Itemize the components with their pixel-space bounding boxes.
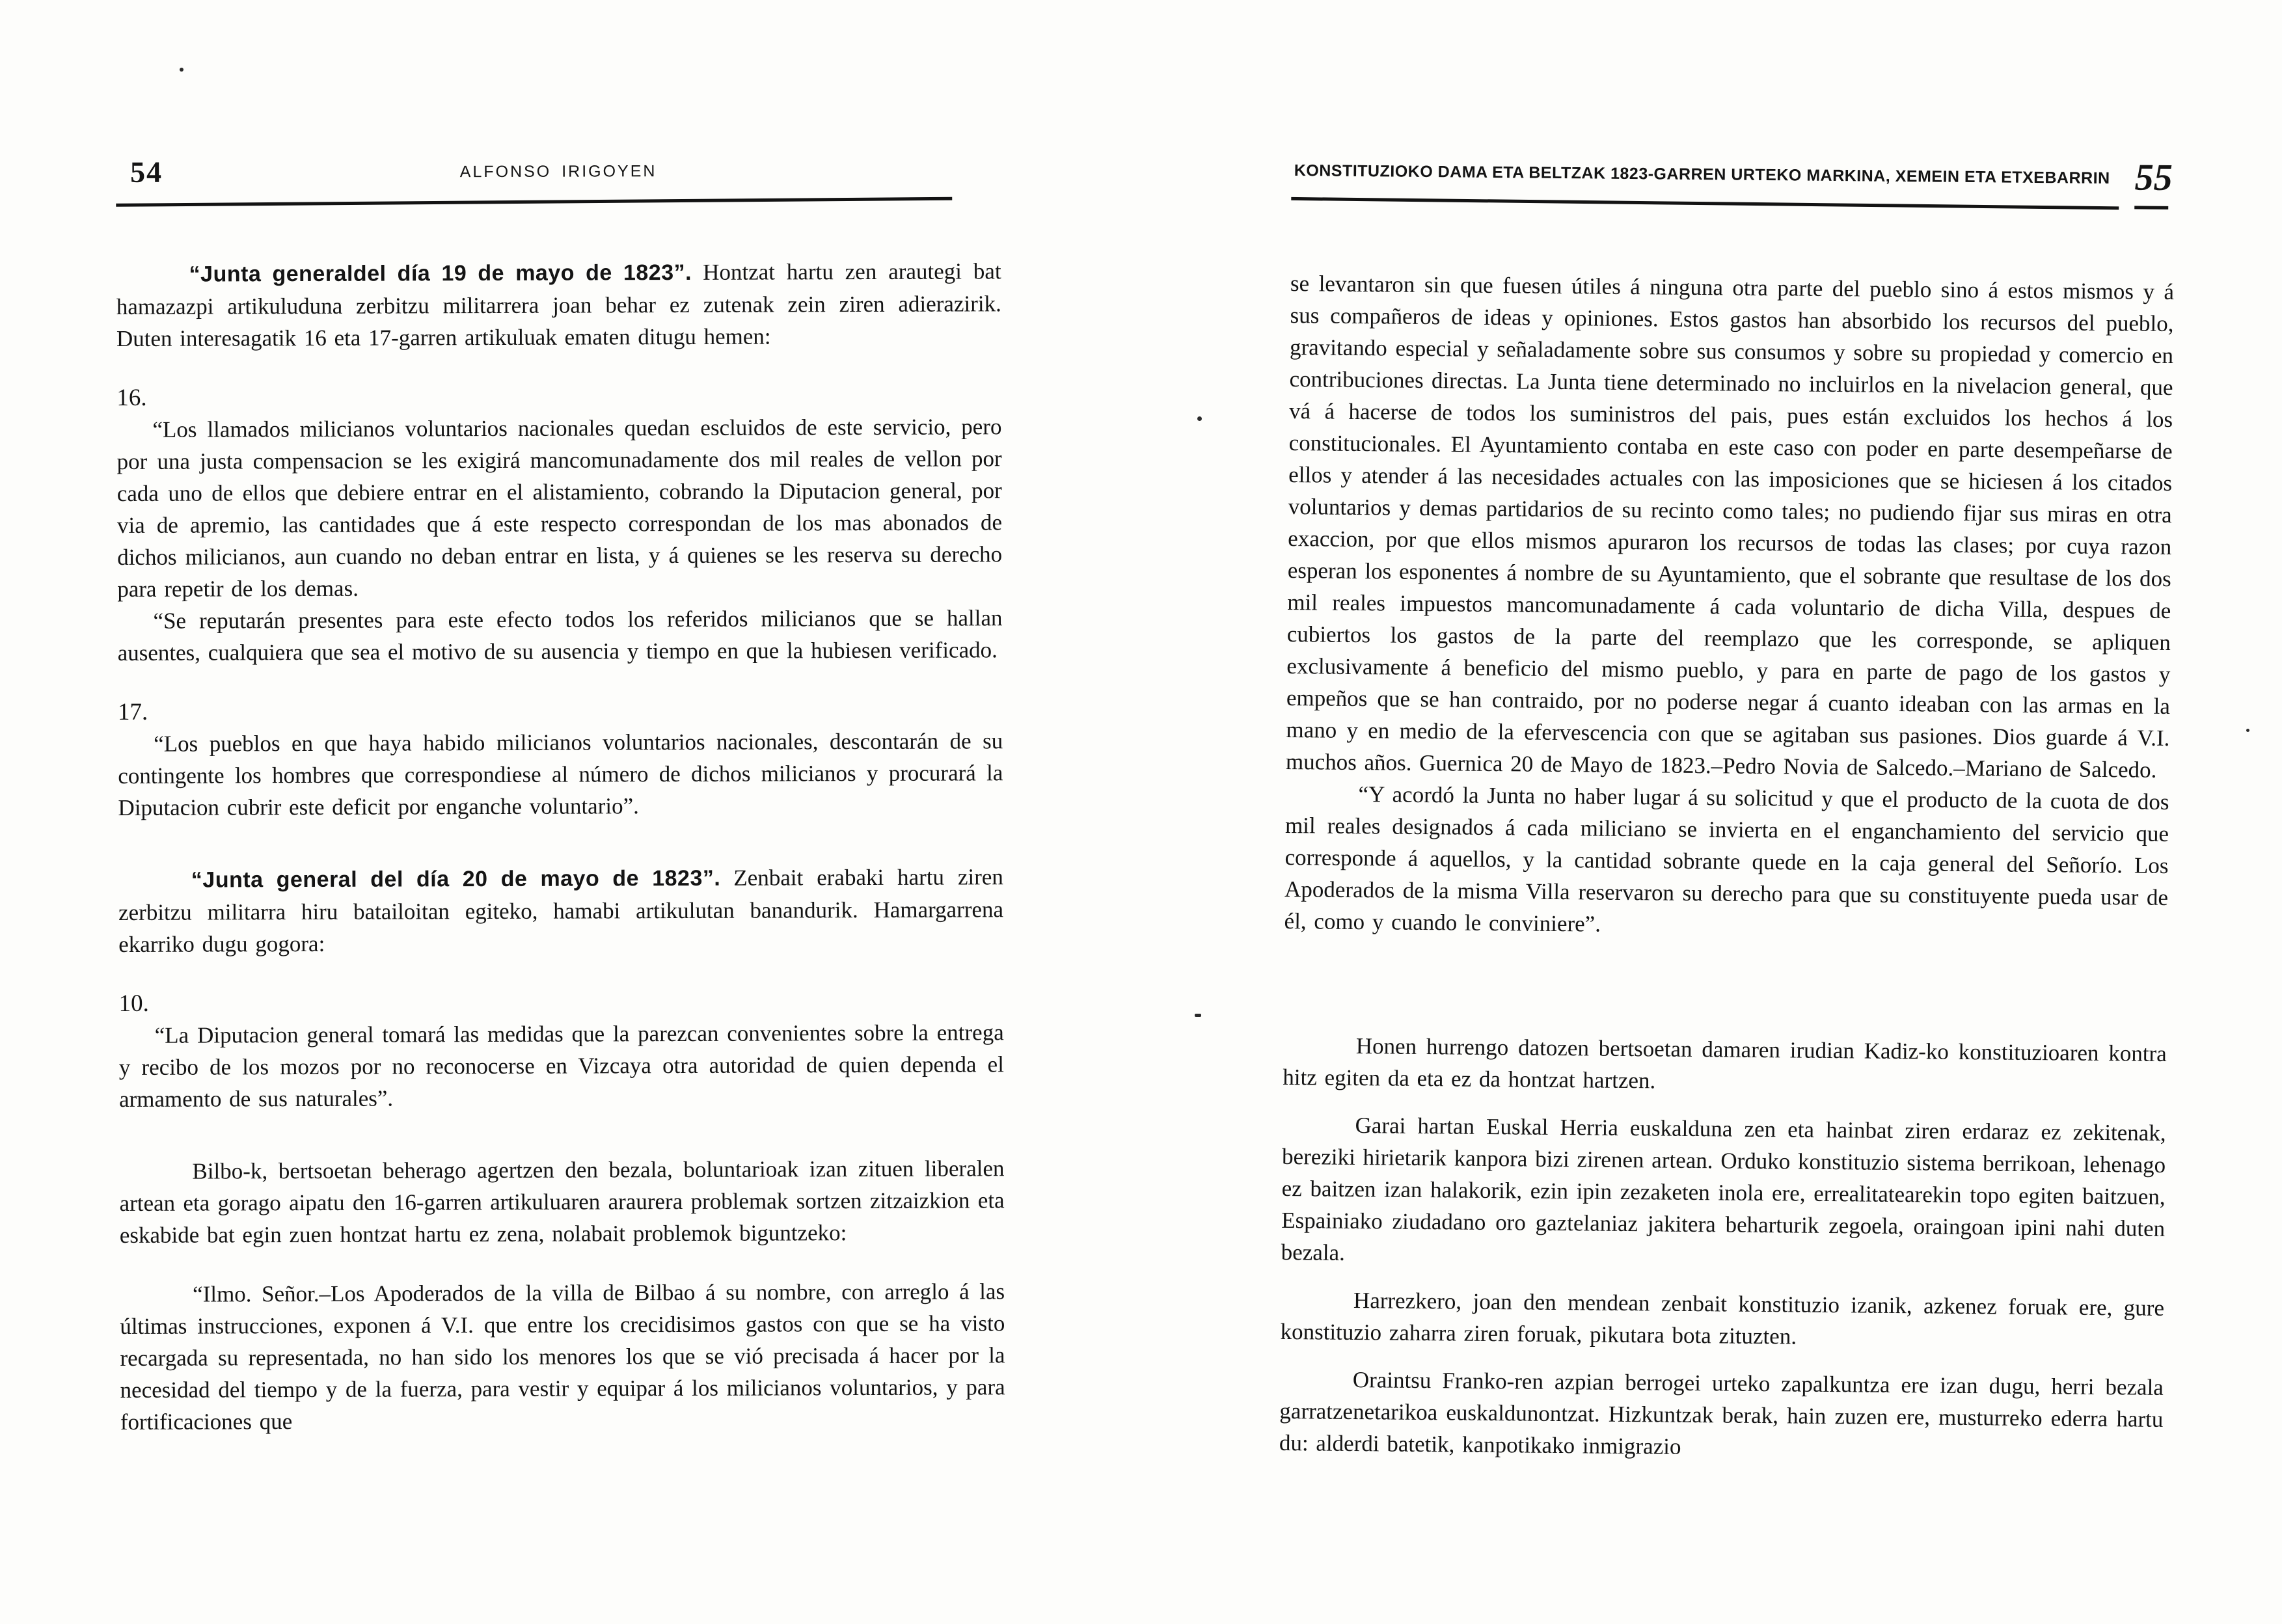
- right-page-body: [1279, 267, 2175, 1467]
- section-number: 17.: [117, 698, 148, 725]
- paragraph-bold-lead: “Junta generaldel día 19 de mayo de 1823”.: [189, 260, 703, 287]
- page-number-underline-dash: [2134, 206, 2168, 209]
- paragraph: Bilbo-k, bertsoetan beherago agertzen den bezala, boluntarioak izan zituen liberalen artean eta gorago aipatu den 16-garren artikuluaren araurera problemak sortzen zitzaizkion eta eskabide bat egin zuen hontzat hartu ez zena, nolabait problemok biguntzeko:: [119, 1156, 1005, 1248]
- header-rule-right: [1291, 197, 2119, 210]
- left-page-header: [116, 152, 1001, 195]
- paragraph: “La Diputacion general tomará las medidas que la parezcan convenientes sobre la entrega y recibo de los mozos por no reconocerse en Vizcaya otra autoridad de quien dependa el armamento de sus naturales”.: [118, 1020, 1004, 1112]
- paragraph: Oraintsu Franko-ren azpian berrogei urteko zapalkuntza ere izan dugu, herri bezala garratzenetarikoa euskaldunontzat. Hizkuntzak berak, hain zuzen ere, musturreko ederra hartu du: alderdi batetik, kanpotikako inmigrazio: [1279, 1366, 2164, 1459]
- section-number: 16.: [116, 384, 147, 411]
- right-page: [1279, 151, 2175, 1467]
- running-header-left: ALFONSO IRIGOYEN: [459, 162, 657, 182]
- paragraph: “Ilmo. Señor.–Los Apoderados de la villa de Bilbao á su nombre, con arreglo á las últimas instrucciones, exponen á V.I. que entre los crecidisimos gastos con que se ha visto recargada su representada, no han sido los menores los que se vió precisada á hacer por la necesidad del tiempo y de la fuerza, para vestir y equipar á los milicianos voluntarios, y para fortificaciones que: [120, 1279, 1005, 1435]
- paragraph: Honen hurrengo datozen bertsoetan damaren irudian Kadiz-ko konstituzioaren kontra hitz egiten da eta ez da hontzat hartzen.: [1283, 1033, 2167, 1094]
- left-page: [116, 152, 1005, 1438]
- section-number: 10.: [118, 990, 149, 1017]
- paragraph: “Junta generaldel día 19 de mayo de 1823”. Hontzat hartu zen arautegi bat hamazazpi artikuluduna zerbitzu militarrera joan behar ez zutenak zein ziren adierazirik. Duten interesagatik 16 eta 17-garren artikuluak ematen ditugu hemen:: [116, 258, 1001, 351]
- scan-speck: [1195, 1014, 1201, 1017]
- paragraph: Garai hartan Euskal Herria euskalduna zen eta hainbat ziren erdaraz ez zekitenak, bereziki hirietarik kanpora bizi zirenen artean. Orduko konstituzio sistema berrikoan, lehenago ez baitzen izan halakorik, ezin ipin zezaketen inola ere, errealitatearekin topo egiten baitzuen, Espainiako ziudadano oro gaztelaniaz jakitera beharturik zegoela, oraingoan ipini nahi duten bezala.: [1281, 1113, 2166, 1265]
- scan-speck: [2246, 729, 2249, 732]
- paragraph: “Junta general del día 20 de mayo de 1823”. Zenbait erabaki hartu ziren zerbitzu militarra hiru batailoitan egiteko, hamabi artikulutan banandurik. Hamargarrena ekarriko dugu gogora:: [118, 864, 1004, 957]
- paragraph-bold-lead: “Junta general del día 20 de mayo de 1823”.: [191, 865, 734, 893]
- paragraph: “Se reputarán presentes para este efecto todos los referidos milicianos que se hallan ausentes, cualquiera que sea el motivo de su ausencia y tiempo en que la hubiesen verificado.: [117, 605, 1003, 666]
- page-number-left: 54: [130, 155, 163, 189]
- paragraph: “Y acordó la Junta no haber lugar á su solicitud y que el producto de la cuota de dos mil reales designados á cada miliciano se invierta en el enganchamiento del servicio que corresponde á aquellos, y la cantidad sobrante quede en la caja general del Señorío. Los Apoderados de la misma Villa reservaron su derecho para que su constituyente pueda usar de él, como y cuando le conviniere”.: [1284, 781, 2169, 937]
- page-number-right: 55: [2134, 156, 2173, 198]
- paragraph: “Los llamados milicianos voluntarios nacionales quedan escluidos de este servicio, pero por una justa compensacion se les exigirá mancomunadamente dos mil reales de vellon por cada uno de ellos que debiere entrar en el alistamiento, cobrando la Diputacion general, por via de apremio, las cantidades que á este respecto correspondan de los mas abonados de dichos milicianos, aun cuando no deban entrar en lista, y á quienes se les reserva su derecho para repetir de los demas.: [116, 414, 1003, 602]
- left-page-body: [116, 255, 1005, 1438]
- paragraph: se levantaron sin que fuesen útiles á ninguna otra parte del pueblo sino á estos mismos y á sus compañeros de ideas y opiniones. Estos gastos han absorbido los recursos del pueblo, gravitando especial y señaladamente sobre sus consumos y sobre su propiedad y comercio en contribuciones directas. La Junta tiene determinado no incluirlos en la nivelacion general, que vá á hacerse de todos los suministros del pais, pues están excluidos los hechos á los constitucionales. El Ayuntamiento contaba en este caso con poder en parte desempeñarse de ellos y atender á las necesidades actuales con las imposiciones que se hiciesen á los citados voluntarios y demas partidarios de su recinto como tales; no pudiendo fijar sus miras en otra exaccion, por que ellos mismos apuraron los recursos de todas las clases; por cuya razon esperan los esponentes á nombre de su Ayuntamiento, que el sobrante que resultase de los dos mil reales impuestos mancomunadamente á cada voluntario de dicha Villa, despues de cubiertos los gastos de la parte del reemplazo que les corresponde, se apliquen exclusivamente á beneficio del mismo pueblo, y para en parte de pago de los gastos y empeños que se han contraido, por no poderse negar á cuanto ideaban con las armas en la mano y en medio de la efervescencia con que se agitaban sus pasiones. Dios guarde á V.I. muchos años. Guernica 20 de Mayo de 1823.–Pedro Novia de Salcedo.–Mariano de Salcedo.: [1285, 270, 2175, 783]
- header-rule-left: [116, 197, 952, 207]
- paragraph: “Los pueblos en que haya habido milicianos voluntarios nacionales, descontarán de su contingente los hombres que correspondiese al número de dichos milicianos y procurará la Diputacion cubrir este deficit por enganche voluntario”.: [118, 728, 1003, 820]
- right-page-header: [1291, 151, 2175, 200]
- scan-speck: [1197, 416, 1202, 421]
- running-header-right: KONSTITUZIOKO DAMA ETA BELTZAK 1823-GARREN URTEKO MARKINA, XEMEIN ETA ETXEBARRIN: [1294, 161, 2110, 188]
- scan-speck: [180, 68, 183, 72]
- paragraph: Harrezkero, joan den mendean zenbait konstituzio izanik, azkenez foruak ere, gure konstituzio zaharra ziren foruak, pikutara bota zituzten.: [1280, 1287, 2165, 1349]
